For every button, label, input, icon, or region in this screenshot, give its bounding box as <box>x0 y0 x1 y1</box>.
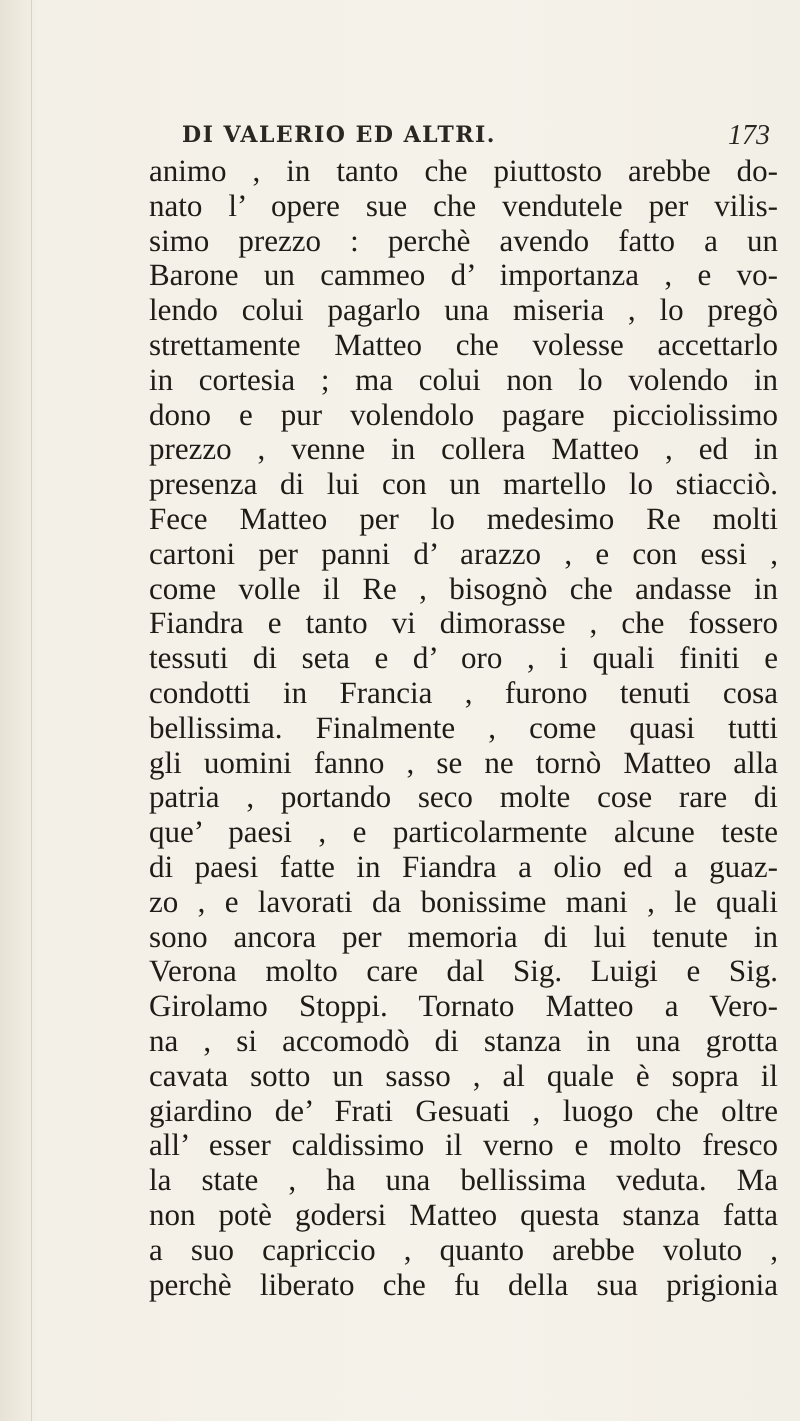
body-text <box>149 154 778 1302</box>
running-head <box>182 122 770 154</box>
text-line: Fiandra e tanto vi dimorasse , che fossero <box>149 605 778 641</box>
text-line: cartoni per panni d’ arazzo , e con essi , <box>149 535 778 571</box>
text-line: animo , in tanto che piuttosto arebbe do- <box>149 153 778 188</box>
text-line: Verona molto care dal Sig. Luigi e Sig. <box>149 953 778 989</box>
text-line: strettamente Matteo che volesse accettarlo <box>149 326 778 362</box>
page-gutter-edge <box>31 0 32 1421</box>
text-line: lendo colui pagarlo una miseria , lo pregò <box>149 292 778 328</box>
text-line: di paesi fatte in Fiandra a olio ed a guaz- <box>149 848 778 884</box>
text-line: giardino de’ Frati Gesuati , luogo che oltre <box>149 1092 778 1128</box>
text-line: que’ paesi , e particolarmente alcune teste <box>149 814 778 850</box>
text-line: cavata sotto un sasso , al quale è sopra il <box>149 1057 778 1093</box>
text-line: a suo capriccio , quanto arebbe voluto , <box>149 1231 778 1267</box>
text-line: bellissima. Finalmente , come quasi tutti <box>149 709 778 745</box>
page-number: 173 <box>728 120 770 151</box>
text-line: zo , e lavorati da bonissime mani , le quali <box>149 883 778 919</box>
text-line: la state , ha una bellissima veduta. Ma <box>149 1162 778 1198</box>
text-line: presenza di lui con un martello lo stiacciò. <box>149 466 778 502</box>
text-line: simo prezzo : perchè avendo fatto a un <box>149 222 778 258</box>
text-line: sono ancora per memoria di lui tenute in <box>149 918 778 954</box>
text-line: Fece Matteo per lo medesimo Re molti <box>149 500 778 536</box>
text-line: tessuti di seta e d’ oro , i quali finiti e <box>149 640 778 676</box>
text-line: dono e pur volendolo pagare picciolissimo <box>149 396 778 432</box>
text-line: Girolamo Stoppi. Tornato Matteo a Vero- <box>149 988 778 1024</box>
text-line: nato l’ opere sue che vendutele per vilis- <box>149 187 778 223</box>
text-line: na , si accomodò di stanza in una grotta <box>149 1022 778 1058</box>
text-line: perchè liberato che fu della sua prigionia <box>149 1266 778 1302</box>
text-line: prezzo , venne in collera Matteo , ed in <box>149 431 778 467</box>
text-line: Barone un cammeo d’ importanza , e vo- <box>149 257 778 293</box>
text-line: gli uomini fanno , se ne tornò Matteo alla <box>149 744 778 780</box>
text-line: come volle il Re , bisognò che andasse in <box>149 570 778 606</box>
text-line: patria , portando seco molte cose rare di <box>149 779 778 815</box>
text-line: all’ esser caldissimo il verno e molto fresco <box>149 1127 778 1163</box>
text-line: in cortesia ; ma colui non lo volendo in <box>149 361 778 397</box>
running-title: DI VALERIO ED ALTRI. <box>182 122 496 148</box>
text-line: condotti in Francia , furono tenuti cosa <box>149 674 778 710</box>
text-line: non potè godersi Matteo questa stanza fatta <box>149 1196 778 1232</box>
